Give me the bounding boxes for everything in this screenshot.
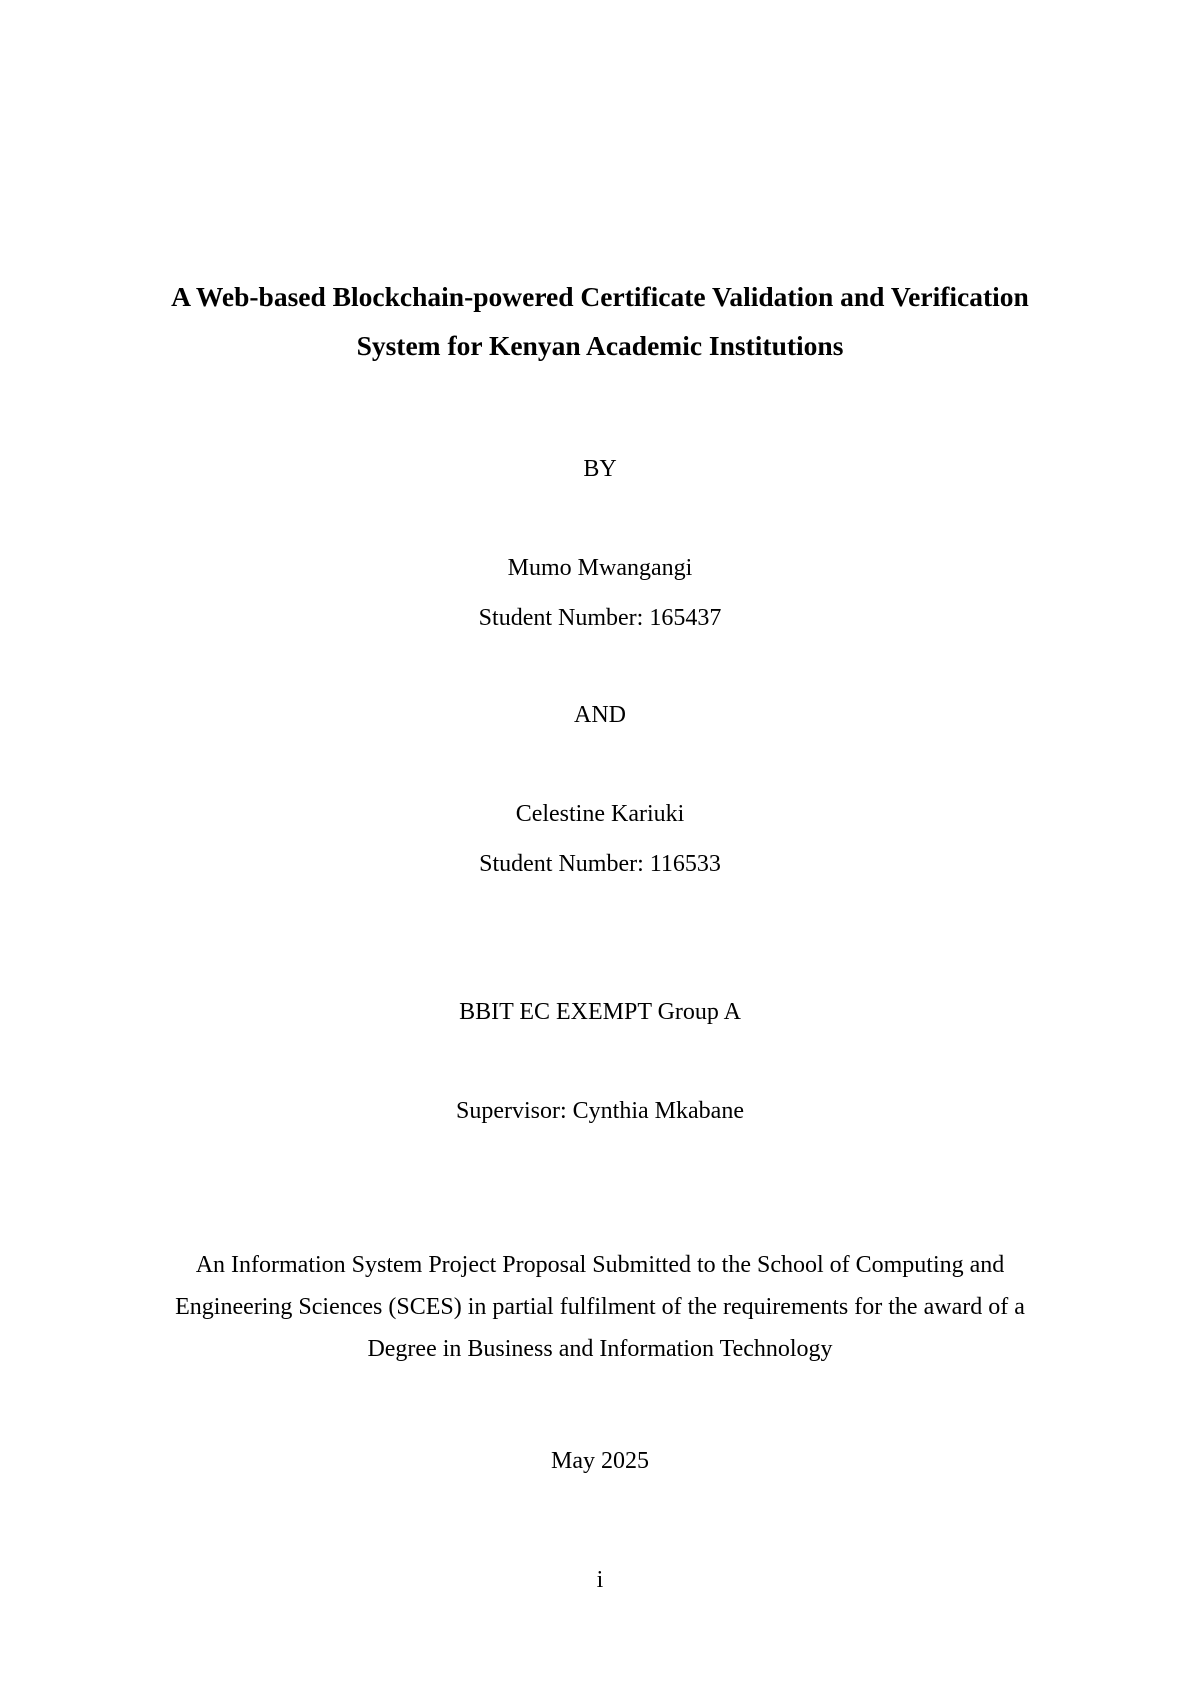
statement-line-2: Engineering Sciences (SCES) in partial fulfilment of the requirements for the award of a (175, 1294, 1025, 1320)
by-label: BY (583, 456, 617, 482)
document-title-line-2: System for Kenyan Academic Institutions (356, 330, 844, 361)
statement-line-3: Degree in Business and Information Technology (367, 1336, 833, 1362)
supervisor-label: Supervisor: Cynthia Mkabane (456, 1098, 744, 1124)
group-label: BBIT EC EXEMPT Group A (459, 999, 741, 1025)
and-label: AND (574, 702, 626, 728)
author-1-student-number: Student Number: 165437 (478, 605, 722, 631)
page-number: i (596, 1567, 604, 1593)
author-2-student-number: Student Number: 116533 (479, 851, 721, 877)
statement-line-1: An Information System Project Proposal Submitted to the School of Computing and (195, 1252, 1005, 1278)
submission-date: May 2025 (551, 1448, 649, 1474)
author-1-name: Mumo Mwangangi (507, 555, 693, 581)
document-title-line-1: A Web-based Blockchain-powered Certificate Validation and Verification (171, 281, 1029, 312)
author-2-name: Celestine Kariuki (515, 801, 685, 827)
